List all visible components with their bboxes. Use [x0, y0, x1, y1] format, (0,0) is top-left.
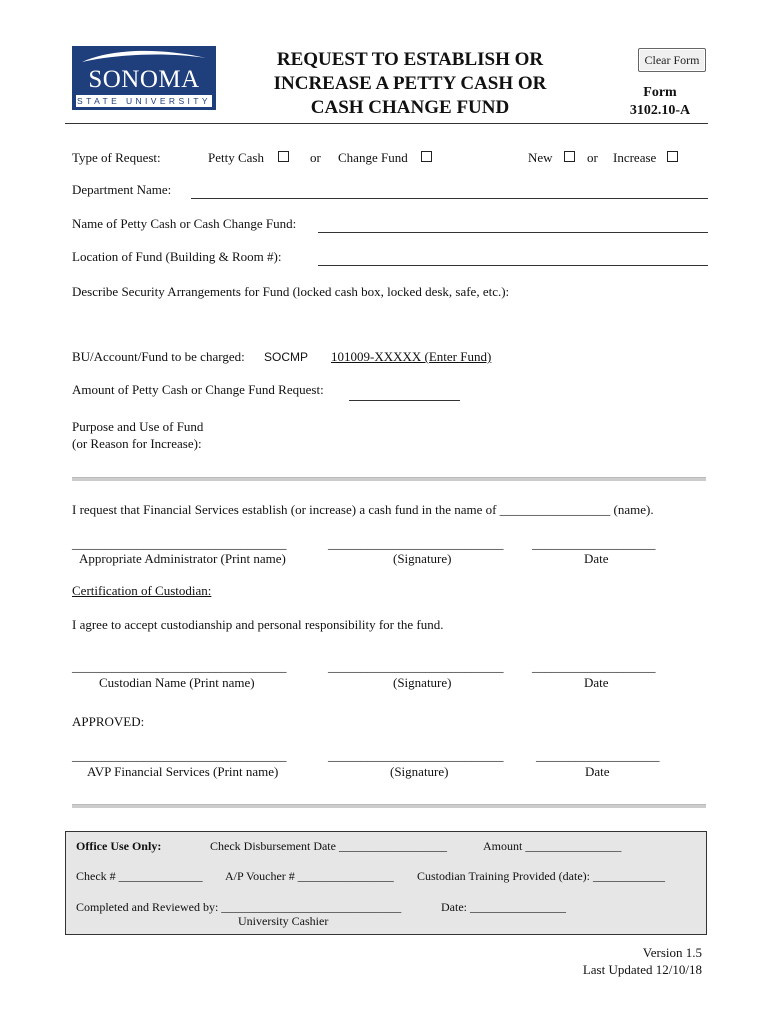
location-label: Location of Fund (Building & Room #):: [72, 249, 282, 264]
or-text-1: or: [310, 150, 321, 165]
custodian-name-label: Custodian Name (Print name): [99, 675, 255, 690]
version-text: Version 1.5: [642, 945, 702, 960]
security-label: Describe Security Arrangements for Fund (locked cash box, locked desk, safe, etc.):: [72, 284, 510, 299]
avp-date-line[interactable]: ___________________: [536, 748, 660, 763]
fund-name-input[interactable]: [318, 232, 708, 233]
request-statement: I request that Financial Services establish (or increase) a cash fund in the name of _________________ (name).: [72, 502, 654, 517]
avp-name-label: AVP Financial Services (Print name): [87, 764, 279, 779]
logo-swoosh-icon: [72, 46, 216, 68]
admin-name-line[interactable]: _________________________________: [72, 536, 287, 551]
title-line-1: REQUEST TO ESTABLISH OR: [276, 49, 544, 70]
amount-label: Amount of Petty Cash or Change Fund Request:: [72, 382, 324, 397]
check-disbursement-date-field[interactable]: Check Disbursement Date __________________: [210, 839, 447, 853]
custodian-date-line[interactable]: ___________________: [532, 659, 656, 674]
logo-name: SONOMA: [88, 66, 200, 93]
office-amount-field[interactable]: Amount ________________: [483, 839, 622, 853]
ap-voucher-field[interactable]: A/P Voucher # ________________: [225, 869, 394, 883]
increase-label: Increase: [613, 150, 657, 165]
petty-cash-label: Petty Cash: [208, 150, 264, 165]
fund-name-label: Name of Petty Cash or Cash Change Fund:: [72, 216, 297, 231]
section-divider-1: [72, 477, 706, 481]
change-fund-label: Change Fund: [338, 150, 408, 165]
avp-date-label: Date: [585, 764, 610, 779]
completed-reviewed-field[interactable]: Completed and Reviewed by: ______________________________: [76, 900, 402, 914]
admin-date-line[interactable]: ___________________: [532, 536, 656, 551]
department-input[interactable]: [191, 198, 708, 199]
custodian-date-label: Date: [584, 675, 609, 690]
university-cashier-label: University Cashier: [238, 914, 329, 928]
custodian-signature-line[interactable]: ___________________________: [328, 659, 504, 674]
custodian-name-line[interactable]: _________________________________: [72, 659, 287, 674]
clear-form-button[interactable]: Clear Form: [638, 48, 706, 72]
title-line-3: CASH CHANGE FUND: [310, 97, 510, 118]
avp-signature-label: (Signature): [390, 764, 449, 779]
form-number-value: 3102.10-A: [629, 103, 691, 118]
office-date-field[interactable]: Date: ________________: [441, 900, 566, 914]
account-fund-value[interactable]: 101009-XXXXX (Enter Fund): [331, 349, 492, 364]
approved-heading: APPROVED:: [72, 714, 145, 729]
purpose-label-2: (or Reason for Increase):: [72, 436, 202, 451]
section-divider-2: [72, 804, 706, 808]
amount-input[interactable]: [349, 400, 460, 401]
department-label: Department Name:: [72, 182, 172, 197]
new-checkbox[interactable]: [564, 151, 575, 162]
avp-name-line[interactable]: _________________________________: [72, 748, 287, 763]
admin-name-label: Appropriate Administrator (Print name): [79, 551, 286, 566]
form-number: [610, 84, 710, 120]
university-logo: [72, 46, 216, 110]
petty-cash-checkbox[interactable]: [278, 151, 289, 162]
logo-subtitle: STATE UNIVERSITY: [77, 96, 211, 106]
form-title: [240, 48, 580, 120]
new-label: New: [528, 150, 553, 165]
last-updated-text: Last Updated 12/10/18: [582, 962, 702, 977]
check-number-field[interactable]: Check # ______________: [76, 869, 203, 883]
increase-checkbox[interactable]: [667, 151, 678, 162]
office-use-heading: Office Use Only:: [76, 839, 162, 853]
purpose-label-1: Purpose and Use of Fund: [72, 419, 204, 434]
form-number-label: Form: [643, 85, 677, 100]
bu-value[interactable]: SOCMP: [264, 350, 309, 364]
header-rule: [65, 123, 708, 124]
title-line-2: INCREASE A PETTY CASH OR: [273, 73, 547, 94]
custodian-heading: Certification of Custodian:: [72, 583, 212, 598]
office-use-box: [65, 831, 707, 935]
custodian-signature-label: (Signature): [393, 675, 452, 690]
location-input[interactable]: [318, 265, 708, 266]
change-fund-checkbox[interactable]: [421, 151, 432, 162]
custodian-statement: I agree to accept custodianship and personal responsibility for the fund.: [72, 617, 444, 632]
admin-signature-label: (Signature): [393, 551, 452, 566]
admin-signature-line[interactable]: ___________________________: [328, 536, 504, 551]
custodian-training-field[interactable]: Custodian Training Provided (date): ____________: [417, 869, 665, 883]
bu-label: BU/Account/Fund to be charged:: [72, 349, 245, 364]
or-text-2: or: [587, 150, 598, 165]
request-type-label: Type of Request:: [72, 150, 161, 165]
admin-date-label: Date: [584, 551, 609, 566]
avp-signature-line[interactable]: ___________________________: [328, 748, 504, 763]
